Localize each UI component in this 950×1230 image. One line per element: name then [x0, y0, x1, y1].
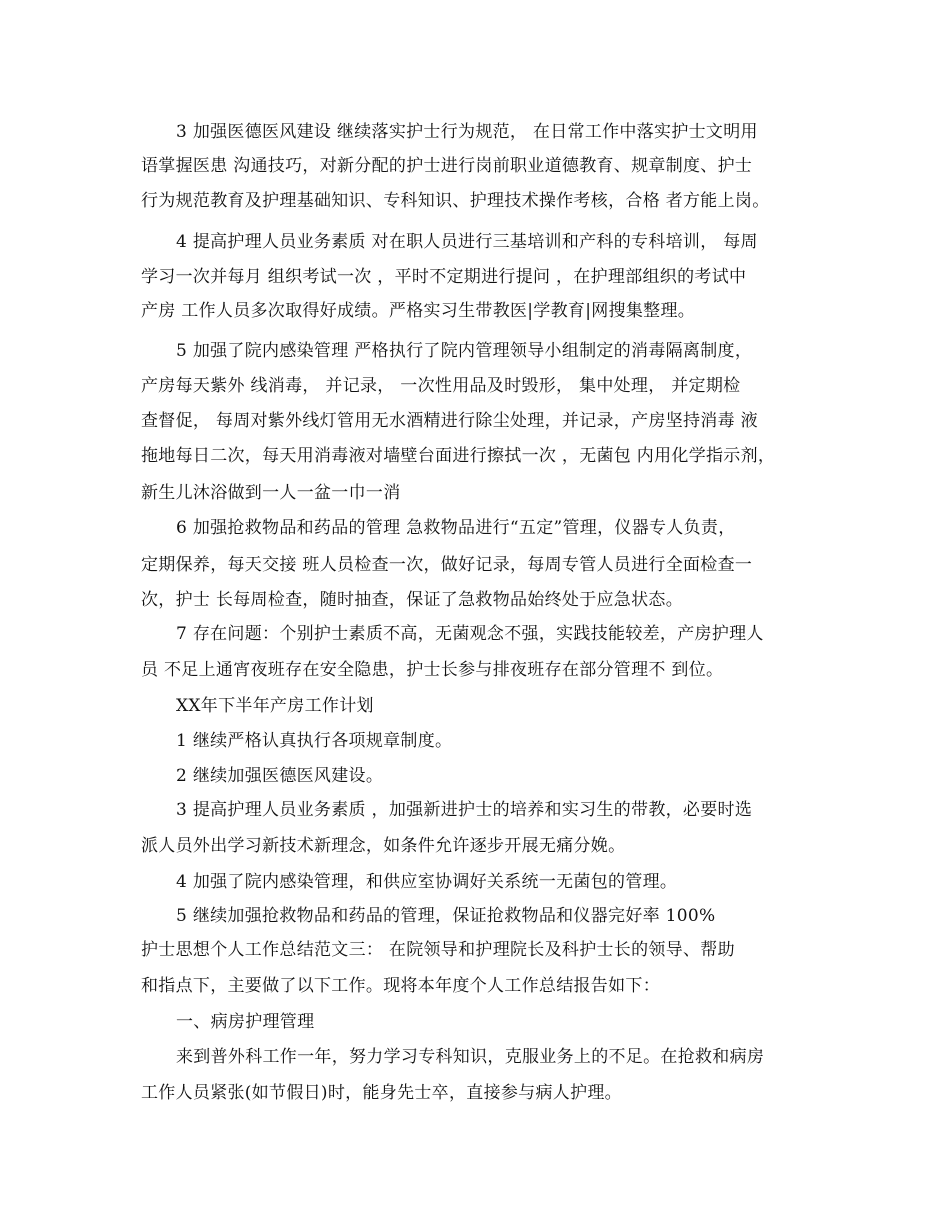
- list-item: 3 提高护理人员业务素质 ，加强新进护士的培养和实习生的带教，必要时选: [176, 800, 753, 820]
- text-line: 和指点下，主要做了以下工作。现将本年度个人工作总结报告如下：: [141, 976, 660, 996]
- list-item: 4 加强了院内感染管理，和供应室协调好关系统一无菌包的管理。: [176, 872, 678, 892]
- text-line: 定期保养，每天交接 班人员检查一次，做好记录，每周专管人员进行全面检查一: [141, 555, 753, 575]
- text-line: 次，护士 长每周检查，随时抽查，保证了急救物品始终处于应急状态。: [141, 590, 684, 610]
- text-line: 来到普外科工作一年，努力学习专科知识，克服业务上的不足。在抢救和病房: [176, 1047, 765, 1067]
- text-line: 语掌握医患 沟通技巧，对新分配的护士进行岗前职业道德教育、规章制度、护士: [141, 156, 753, 176]
- list-item: 5 继续加强抢救物品和药品的管理，保证抢救物品和仪器完好率 100%: [176, 906, 716, 926]
- text-line: 员 不足上通宵夜班存在安全隐患，护士长参与排夜班存在部分管理不 到位。: [141, 660, 724, 680]
- text-line: 3 加强医德医风建设 继续落实护士行为规范， 在日常工作中落实护士文明用: [176, 122, 758, 142]
- text-line: 7 存在问题：个别护士素质不高，无菌观念不强，实践技能较差，产房护理人: [176, 624, 764, 644]
- list-item: 2 继续加强医德医风建设。: [176, 766, 384, 786]
- text-line: 产房 工作人员多次取得好成绩。严格实习生带教医|学教育|网搜集整理。: [141, 301, 696, 321]
- text-line: 学习一次并每月 组织考试一次 ，平时不定期进行提问 ，在护理部组织的考试中: [141, 267, 747, 287]
- text-line: 查督促， 每周对紫外线灯管用无水酒精进行除尘处理，并记录，产房坚持消毒 液: [141, 411, 758, 431]
- text-line: 护士思想个人工作总结范文三： 在院领导和护理院长及科护士长的领导、帮助: [141, 940, 735, 960]
- text-line: 拖地每日二次，每天用消毒液对墙壁台面进行擦拭一次 ，无菌包 内用化学指示剂，: [141, 446, 776, 466]
- text-line: 行为规范教育及护理基础知识、专科知识、护理技术操作考核，合格 者方能上岗。: [141, 191, 770, 211]
- text-line: 4 提高护理人员业务素质 对在职人员进行三基培训和产科的专科培训， 每周: [176, 232, 758, 252]
- text-line: 产房每天紫外 线消毒， 并记录， 一次性用品及时毁形， 集中处理， 并定期检: [141, 376, 741, 396]
- section-heading: XX年下半年产房工作计划: [176, 696, 374, 716]
- text-line: 5 加强了院内感染管理 严格执行了院内管理领导小组制定的消毒隔离制度，: [176, 341, 753, 361]
- text-line: 新生儿沐浴做到一人一盆一巾一消: [141, 483, 401, 503]
- text-line: 工作人员紧张(如节假日)时，能身先士卒，直接参与病人护理。: [141, 1083, 622, 1103]
- list-item: 1 继续严格认真执行各项规章制度。: [176, 731, 453, 751]
- text-line: 派人员外出学习新技术新理念，如条件允许逐步开展无痛分娩。: [141, 836, 626, 856]
- section-heading: 一、病房护理管理: [176, 1012, 315, 1032]
- text-line: 6 加强抢救物品和药品的管理 急救物品进行“五定”管理，仪器专人负责，: [176, 518, 736, 538]
